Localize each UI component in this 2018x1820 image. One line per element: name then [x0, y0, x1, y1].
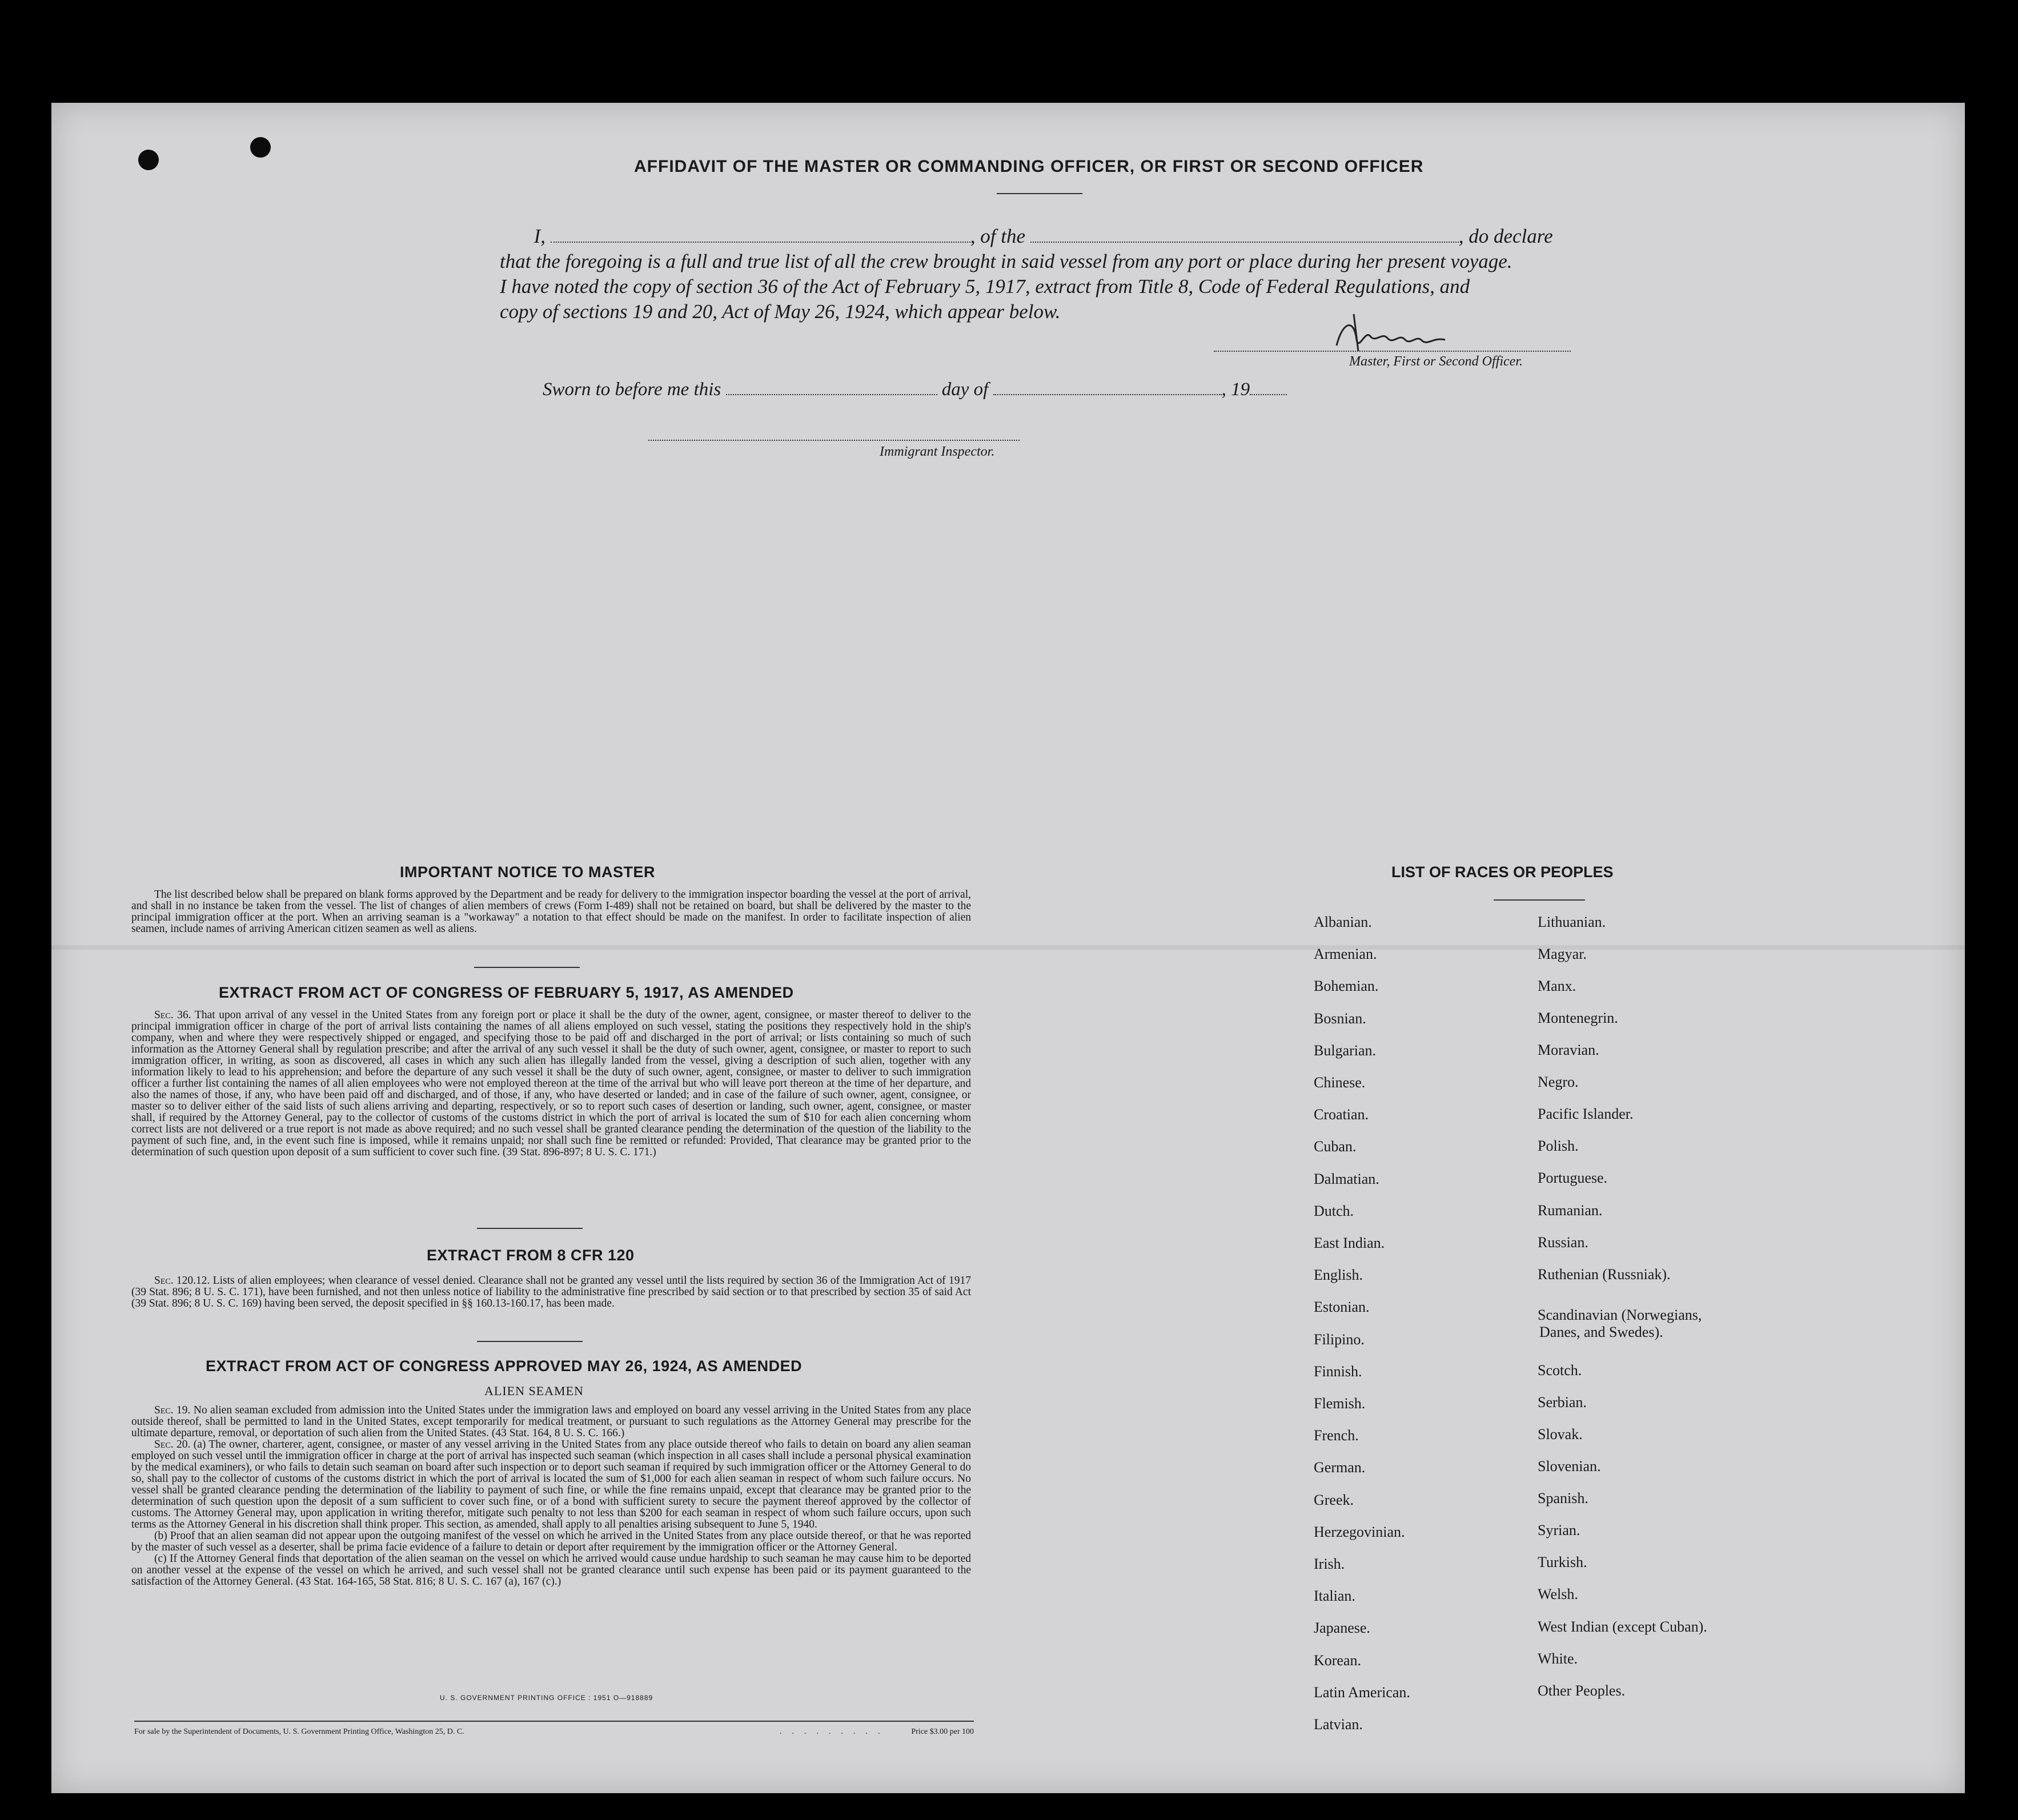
race-item: Dutch. [1314, 1202, 1354, 1219]
race-item: Bosnian. [1314, 1010, 1366, 1027]
race-item: Bohemian. [1314, 978, 1379, 995]
sworn-year-label: , 19 [1221, 379, 1250, 400]
race-item: Scandinavian (Norwegians, [1538, 1307, 1702, 1323]
section-label: Sec. 120.12. [154, 1275, 210, 1287]
extract-cfr-title: EXTRACT FROM 8 CFR 120 [427, 1247, 635, 1264]
race-item: Magyar. [1538, 946, 1587, 962]
section-20b-text: (b) Proof that an alien seaman did not appear upon the outgoing manifest of the vessel on which he arrived in the United States from any place outside thereof, or that he was reported by the master of such vessel as a deserter, shall be prima facie evidence of a failure to detain or deport after requirement by the immigration officer or the Attorney General. [131, 1530, 971, 1553]
punch-hole [250, 137, 271, 158]
race-item: Rumanian. [1538, 1202, 1603, 1219]
affidavit-i: I, [533, 225, 545, 247]
race-item: Montenegrin. [1538, 1010, 1618, 1026]
section-20a-text: (a) The owner, charterer, agent, consignee, or master of any vessel arriving in the United States from any place outside thereof who fails to detain on board any alien seaman employed on such vessel until the immigration officer in charge at the port of arrival has inspected such seaman (which inspection in all cases shall include a personal physical examination by the medical examiners), or who fails to detain such seaman on board after such inspection or to deport such seaman if required by such immigration officer or the Attorney General to do so, shall pay to the collector of customs of the customs district in which the port of arrival is located the sum of $1,000 for each alien seaman in respect of whom such failure occurs. No vessel shall be granted clearance pending the determination of the liability to payment of such fine, or while the fine remains unpaid, except that clearance may be granted prior to the determination of such question upon the deposit of a sum sufficient to cover such fine, or of a bond with sufficient surety to secure the payment thereof approved by the collector of customs. The Attorney General may, upon application in writing therefor, mitigate such penalty to not less than $200 for each seaman in respect of whom such failure occurs, upon such terms as the Attorney General in his discretion shall think proper. This section, as amended, shall apply to all penalties arising subsequent to June 5, 1940. [131, 1439, 971, 1530]
race-item: German. [1314, 1459, 1366, 1476]
race-item: White. [1538, 1650, 1578, 1667]
notice-paragraph: The list described below shall be prepared on blank forms approved by the Department and be ready for delivery to the immigration inspector boarding the vessel at the port of arrival, and shall in no instance be taken from the vessel. The list of changes of alien members of crews (Form I-489) shall not be retained on board, but shall be delivered by the master to the principal immigration officer at the port. When an arriving seaman is a "workaway" a notation to that effect should be made on the manifest. In order to facilitate inspection of alien seamen, include names of arriving American citizen seamen as well as aliens. [131, 889, 971, 935]
race-item: Herzegovinian. [1314, 1523, 1405, 1540]
race-item: Japanese. [1314, 1620, 1370, 1637]
race-item: Chinese. [1314, 1074, 1366, 1091]
signature-caption: Master, First or Second Officer. [1349, 354, 1523, 369]
printing-office-note: U. S. GOVERNMENT PRINTING OFFICE : 1951 O—918889 [440, 1694, 653, 1702]
race-item: Moravian. [1538, 1042, 1599, 1058]
race-item: Polish. [1538, 1138, 1579, 1154]
race-item: West Indian (except Cuban). [1538, 1618, 1707, 1635]
section-20c-text: (c) If the Attorney General finds that deportation of the alien seaman on the vessel on which he arrived would cause undue hardship to such seaman he may cause him to be deported on another vessel at the expense of the vessel on which he arrived, and such vessel shall not be granted clearance until such expense has been paid or its payment guaranteed to the satisfaction of the Attorney General. (43 Stat. 164-165, 58 Stat. 816; 8 U. S. C. 167 (a), 167 (c).) [131, 1553, 971, 1588]
race-item: Latin American. [1314, 1684, 1410, 1701]
affidavit-line-2: that the foregoing is a full and true list of all the crew brought in said vessel from any port or place during her present voyage. [500, 250, 1513, 272]
race-item: Latvian. [1314, 1716, 1363, 1733]
sworn-prefix: Sworn to before me this [543, 379, 721, 400]
race-item: Flemish. [1314, 1395, 1366, 1412]
race-item: Welsh. [1538, 1586, 1578, 1602]
footer-rule [134, 1721, 974, 1722]
race-item: Turkish. [1538, 1554, 1587, 1570]
race-item: Finnish. [1314, 1363, 1362, 1380]
race-item: Cuban. [1314, 1138, 1357, 1155]
section-120-text: Lists of alien employees; when clearance of vessel denied. Clearance shall not be granted any vessel until the lists required by section 36 of the Immigration Act of 1917 (39 Stat. 896; 8 U. S. C. 171), have been furnished, and not then unless notice of liability to the administrative fine prescribed by said section or to that prescribed by section 35 of said Act (39 Stat. 896; 8 U. S. C. 169) having been served, the deposit specified in §§ 160.13-160.17, has been made. [131, 1275, 971, 1309]
affidavit-title: AFFIDAVIT OF THE MASTER OR COMMANDING OFFICER, OR FIRST OR SECOND OFFICER [634, 157, 1424, 176]
footer-sale-note: For sale by the Superintendent of Documents, U. S. Government Printing Office, Washington 25, D. C. [134, 1727, 464, 1736]
affidavit-of-the: , of the [970, 225, 1025, 247]
section-19-text: No alien seaman excluded from admission into the United States under the immigration laws and employed on board any vessel arriving in the United States from any place outside thereof, shall be permitted to land in the United States, except temporarily for medical treatment, or pursuant to such regulations as the Attorney General may prescribe for the ultimate departure, removal, or deportation of such alien from the United States. (43 Stat. 164, 8 U. S. C. 166.) [131, 1404, 971, 1439]
race-item: Lithuanian. [1538, 914, 1606, 930]
sworn-day-of: day of [941, 379, 989, 400]
race-item: Croatian. [1314, 1106, 1369, 1123]
extract-1917-title: EXTRACT FROM ACT OF CONGRESS OF FEBRUARY 5, 1917, AS AMENDED [219, 984, 794, 1001]
divider [997, 193, 1082, 194]
divider [477, 1341, 583, 1342]
extract-1924-title: EXTRACT FROM ACT OF CONGRESS APPROVED MAY 26, 1924, AS AMENDED [206, 1357, 803, 1375]
race-item: Slovak. [1538, 1426, 1583, 1443]
section-label: Sec. 20. [154, 1439, 191, 1451]
signature-line[interactable] [1214, 349, 1571, 352]
divider [1494, 899, 1585, 901]
race-item: Slovenian. [1538, 1458, 1601, 1475]
race-item: English. [1314, 1267, 1363, 1284]
section-label: Sec. 19. [154, 1404, 191, 1416]
punch-hole [138, 150, 159, 170]
race-item: Portuguese. [1538, 1170, 1608, 1186]
extract-1924-subtitle: ALIEN SEAMEN [484, 1384, 584, 1398]
races-title: LIST OF RACES OR PEOPLES [1391, 863, 1614, 881]
inspector-signature-line[interactable] [648, 439, 1020, 441]
race-item: Irish. [1314, 1556, 1345, 1572]
inspector-caption: Immigrant Inspector. [880, 444, 995, 459]
footer-leader-dots: ......... [780, 1727, 890, 1736]
race-item: Bulgarian. [1314, 1042, 1377, 1059]
race-item: French. [1314, 1427, 1359, 1444]
sworn-year-blank[interactable] [1250, 378, 1287, 395]
race-item: Italian. [1314, 1588, 1355, 1605]
sworn-month-blank[interactable] [993, 378, 1222, 395]
affidavit-line-4: copy of sections 19 and 20, Act of May 26, 1924, which appear below. [500, 300, 1061, 323]
section-label: Sec. 36. [154, 1009, 191, 1021]
section-36-text: That upon arrival of any vessel in the United States from any foreign port or place it shall be the duty of the owner, agent, consignee, or master thereof to deliver to the principal immigration officer in charge of the port of arrival lists containing the names of all aliens employed on such vessel, stating the positions they respectively hold in the ship's company, when and where they were respectively shipped or engaged, and specifying those to be paid off and discharged in the port of arrival; or lists containing so much of such information as the Attorney General shall by regulation prescribe; and after the arrival of any such vessel it shall be the duty of such owner, agent, consignee, or master to report to such immigration officer, in writing, as soon as discovered, all cases in which any such alien has illegally landed from the vessel, giving a description of such alien, together with any information likely to lead to his apprehension; and before the departure of any such vessel it shall be the duty of such owner, agent, consignee, or master to deliver to such immigration officer a further list containing the names of all alien employees who were not employed thereon at the time of the arrival but who will leave port thereon at the time of her departure, and also the names of those, if any, who have been paid off and discharged, and of those, if any, who have deserted or landed; and in case of the failure of such owner, agent, consignee, or master so to deliver either of the said lists of such aliens arriving and departing, respectively, or so to report such cases of desertion or landing, such owner, agent, consignee, or master shall, if required by the Attorney General, pay to the collector of customs of the customs district in which the port of arrival is located the sum of $10 for each alien concerning whom correct lists are not delivered or a true report is not made as above required; and no such vessel shall be granted clearance pending the determination of the question of the liability to the payment of such fine, and, in the event such fine is imposed, while it remains unpaid; nor shall such fine be remitted or refunded: Provided, That clearance may be granted prior to the determination of such question upon deposit of a sum sufficient to cover such fine. (39 Stat. 896-897; 8 U. S. C. 171.) [131, 1009, 971, 1158]
race-item: Serbian. [1538, 1394, 1587, 1411]
name-blank[interactable] [551, 226, 970, 243]
race-item: Danes, and Swedes). [1539, 1324, 1663, 1340]
divider [477, 1228, 583, 1229]
race-item: Filipino. [1314, 1331, 1365, 1348]
race-item: Estonian. [1314, 1299, 1370, 1316]
race-item: Other Peoples. [1538, 1682, 1626, 1699]
notice-body [131, 889, 971, 935]
affidavit-do-declare: , do declare [1458, 225, 1553, 247]
sworn-day-blank[interactable] [726, 378, 937, 395]
extract-1924-body [131, 1405, 971, 1588]
race-item: Armenian. [1314, 946, 1377, 963]
sworn-line [543, 378, 1287, 400]
race-item: East Indian. [1314, 1235, 1385, 1251]
race-item: Spanish. [1538, 1490, 1588, 1506]
race-item: Ruthenian (Russniak). [1538, 1266, 1671, 1283]
extract-cfr-body [131, 1275, 971, 1309]
race-item: Albanian. [1314, 914, 1372, 930]
affidavit-line-3: I have noted the copy of section 36 of the Act of February 5, 1917, extract from Title 8, Code of Federal Regulations, and [500, 275, 1470, 298]
extract-1917-body [131, 1010, 971, 1158]
notice-title: IMPORTANT NOTICE TO MASTER [400, 863, 655, 881]
race-item: Pacific Islander. [1538, 1106, 1634, 1122]
race-item: Scotch. [1538, 1362, 1582, 1379]
affidavit-declaration-line [500, 224, 1574, 249]
race-item: Greek. [1314, 1491, 1354, 1508]
race-item: Syrian. [1538, 1522, 1580, 1538]
race-item: Manx. [1538, 978, 1576, 994]
race-item: Korean. [1314, 1652, 1362, 1669]
vessel-blank[interactable] [1030, 226, 1459, 243]
footer [134, 1727, 974, 1737]
race-item: Russian. [1538, 1234, 1588, 1251]
race-item: Negro. [1538, 1074, 1579, 1090]
divider [474, 967, 580, 968]
footer-price: Price $3.00 per 100 [911, 1727, 974, 1736]
race-item: Dalmatian. [1314, 1170, 1379, 1187]
